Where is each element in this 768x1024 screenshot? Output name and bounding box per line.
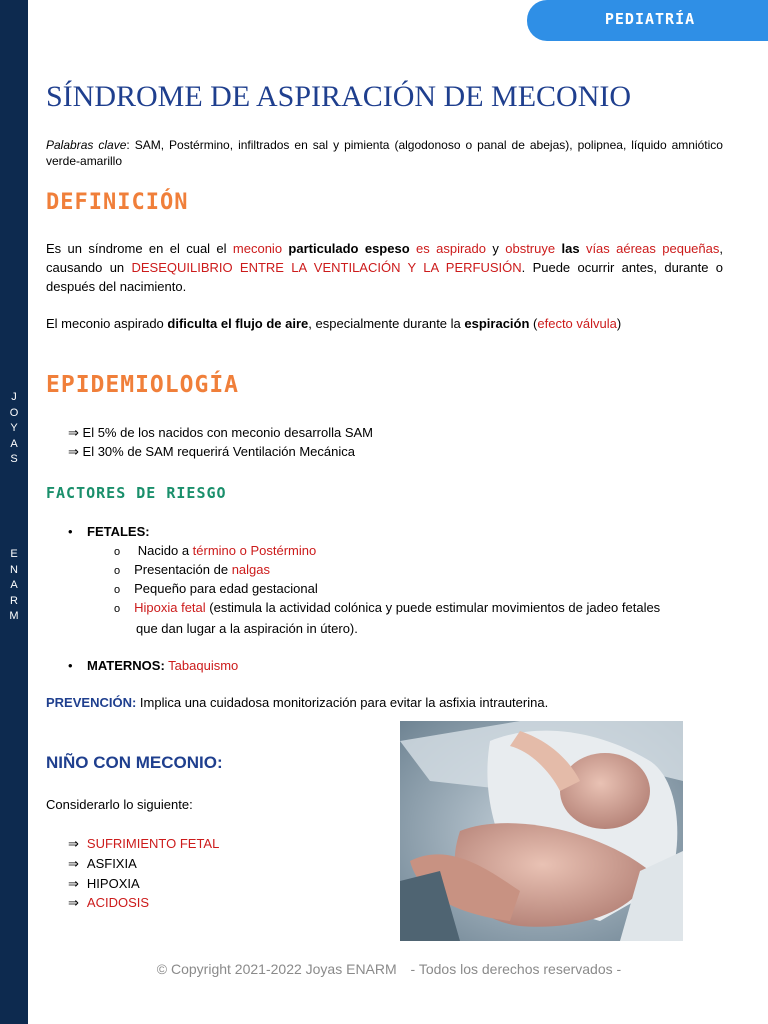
- nino-item: [68, 854, 137, 873]
- definicion-paragraph-2: [46, 314, 723, 333]
- nino-heading: NIÑO CON MECONIO:: [46, 753, 223, 772]
- text-run: (estimula la actividad colónica y puede estimular movimientos de jadeo fetales: [205, 600, 661, 615]
- text-run: efecto válvula: [537, 316, 617, 331]
- text-run: , causando un: [46, 241, 723, 275]
- arrow-icon: ⇒: [68, 444, 79, 459]
- arrow-icon: ⇒: [68, 836, 79, 851]
- nino-item: [68, 874, 140, 893]
- factores-heading: FACTORES DE RIESGO: [46, 484, 227, 502]
- epidemiologia-item: ⇒ El 5% de los nacidos con meconio desarrolla SAM: [68, 425, 374, 440]
- text-run: vías aéreas pequeñas: [585, 241, 720, 256]
- sidebar-letter: J: [11, 391, 17, 403]
- category-label: PEDIATRÍA: [604, 10, 696, 28]
- page-title: SÍNDROME DE ASPIRACIÓN DE MECONIO: [46, 80, 632, 113]
- text-run: Es un síndrome en el cual el: [46, 241, 233, 256]
- text-run: . Puede ocurrir antes, durante o después del nacimiento.: [46, 260, 723, 294]
- sidebar-letter: R: [10, 594, 18, 607]
- nino-item: [68, 834, 219, 853]
- fetales-item: • FETALES:: [68, 524, 150, 539]
- keywords-label: Palabras clave: [46, 138, 127, 152]
- fetales-subitem: [114, 560, 270, 581]
- text-run: Nacido a: [134, 543, 193, 558]
- text-run: Hipoxia fetal: [134, 600, 206, 615]
- text-run: El meconio aspirado: [46, 316, 168, 331]
- text-run: meconio: [232, 241, 283, 256]
- sidebar-letter: O: [9, 406, 19, 419]
- nino-item: [68, 893, 149, 912]
- keywords-text: : SAM, Postérmino, infiltrados en sal y pimienta (algodonoso o panal de abejas), polipnea, líquido amniótico verde-amarillo: [46, 138, 723, 168]
- fetales-item-continuation: que dan lugar a la aspiración in útero).: [136, 621, 358, 636]
- footer: [0, 961, 768, 977]
- sidebar-letter: E: [10, 548, 18, 560]
- maternos-item: • MATERNOS: Tabaquismo: [68, 658, 239, 673]
- nino-intro: Considerarlo lo siguiente:: [46, 797, 193, 812]
- text-run: DESEQUILIBRIO ENTRE LA VENTILACIÓN Y LA PERFUSIÓN: [131, 260, 522, 275]
- text-run: las: [561, 241, 580, 256]
- bullet-icon: •: [68, 524, 73, 539]
- definicion-paragraph-1: [46, 239, 723, 296]
- definicion-heading: DEFINICIÓN: [46, 190, 189, 215]
- circle-bullet-icon: o: [114, 565, 121, 577]
- keywords: [46, 137, 723, 169]
- sidebar-letter: N: [10, 563, 18, 576]
- text-run: nalgas: [231, 562, 271, 577]
- prevencion-text: Implica una cuidadosa monitorización para evitar la asfixia intrauterina.: [136, 695, 549, 710]
- text-run: Pequeño para edad gestacional: [134, 581, 318, 596]
- text-run: obstruye: [505, 241, 556, 256]
- sidebar-letter: M: [9, 610, 19, 623]
- circle-bullet-icon: o: [114, 603, 121, 615]
- circle-bullet-icon: o: [114, 584, 121, 596]
- sidebar-letter: A: [10, 579, 18, 592]
- fetales-subitem: [114, 541, 316, 562]
- text-run: (: [529, 316, 538, 331]
- nino-item-label: SUFRIMIENTO FETAL: [86, 836, 220, 851]
- epidemiologia-item: ⇒ El 30% de SAM requerirá Ventilación Mecánica: [68, 444, 355, 459]
- text-run: Presentación de: [134, 562, 232, 577]
- text-run: dificulta el flujo de aire: [167, 316, 309, 331]
- sidebar-letter: S: [10, 453, 18, 466]
- sidebar-letter: Y: [10, 422, 18, 435]
- sidebar-text-enarm: [0, 547, 28, 625]
- nino-item-label: HIPOXIA: [86, 876, 140, 891]
- text-run: ): [616, 316, 622, 331]
- prevencion-label: PREVENCIÓN:: [46, 695, 137, 710]
- text-run: particulado espeso: [288, 241, 410, 256]
- side-bar: [0, 0, 28, 1024]
- footer-copyright: © Copyright 2021-2022 Joyas ENARM: [156, 961, 397, 977]
- newborn-image: [400, 721, 683, 941]
- text-run: término o Postérmino: [192, 543, 317, 558]
- circle-bullet-icon: o: [114, 546, 121, 558]
- fetales-subitem: [114, 579, 318, 600]
- epidemiologia-heading: EPIDEMIOLOGÍA: [46, 372, 240, 398]
- nino-item-label: ASFIXIA: [86, 856, 137, 871]
- newborn-photo: [400, 721, 683, 941]
- arrow-icon: ⇒: [68, 895, 79, 910]
- text-run: espiración: [464, 316, 530, 331]
- sidebar-letter: A: [10, 437, 18, 450]
- text-run: , especialmente durante la: [308, 316, 465, 331]
- footer-rights: - Todos los derechos reservados -: [406, 961, 622, 977]
- text-run: es aspirado: [416, 241, 486, 256]
- arrow-icon: ⇒: [68, 876, 79, 891]
- arrow-icon: ⇒: [68, 856, 79, 871]
- arrow-icon: ⇒: [68, 425, 79, 440]
- prevencion: [46, 693, 723, 712]
- bullet-icon: •: [68, 658, 73, 673]
- sidebar-text-joyas: [0, 390, 28, 468]
- fetales-subitem: [114, 598, 660, 619]
- text-run: y: [486, 241, 506, 256]
- nino-item-label: ACIDOSIS: [86, 895, 150, 910]
